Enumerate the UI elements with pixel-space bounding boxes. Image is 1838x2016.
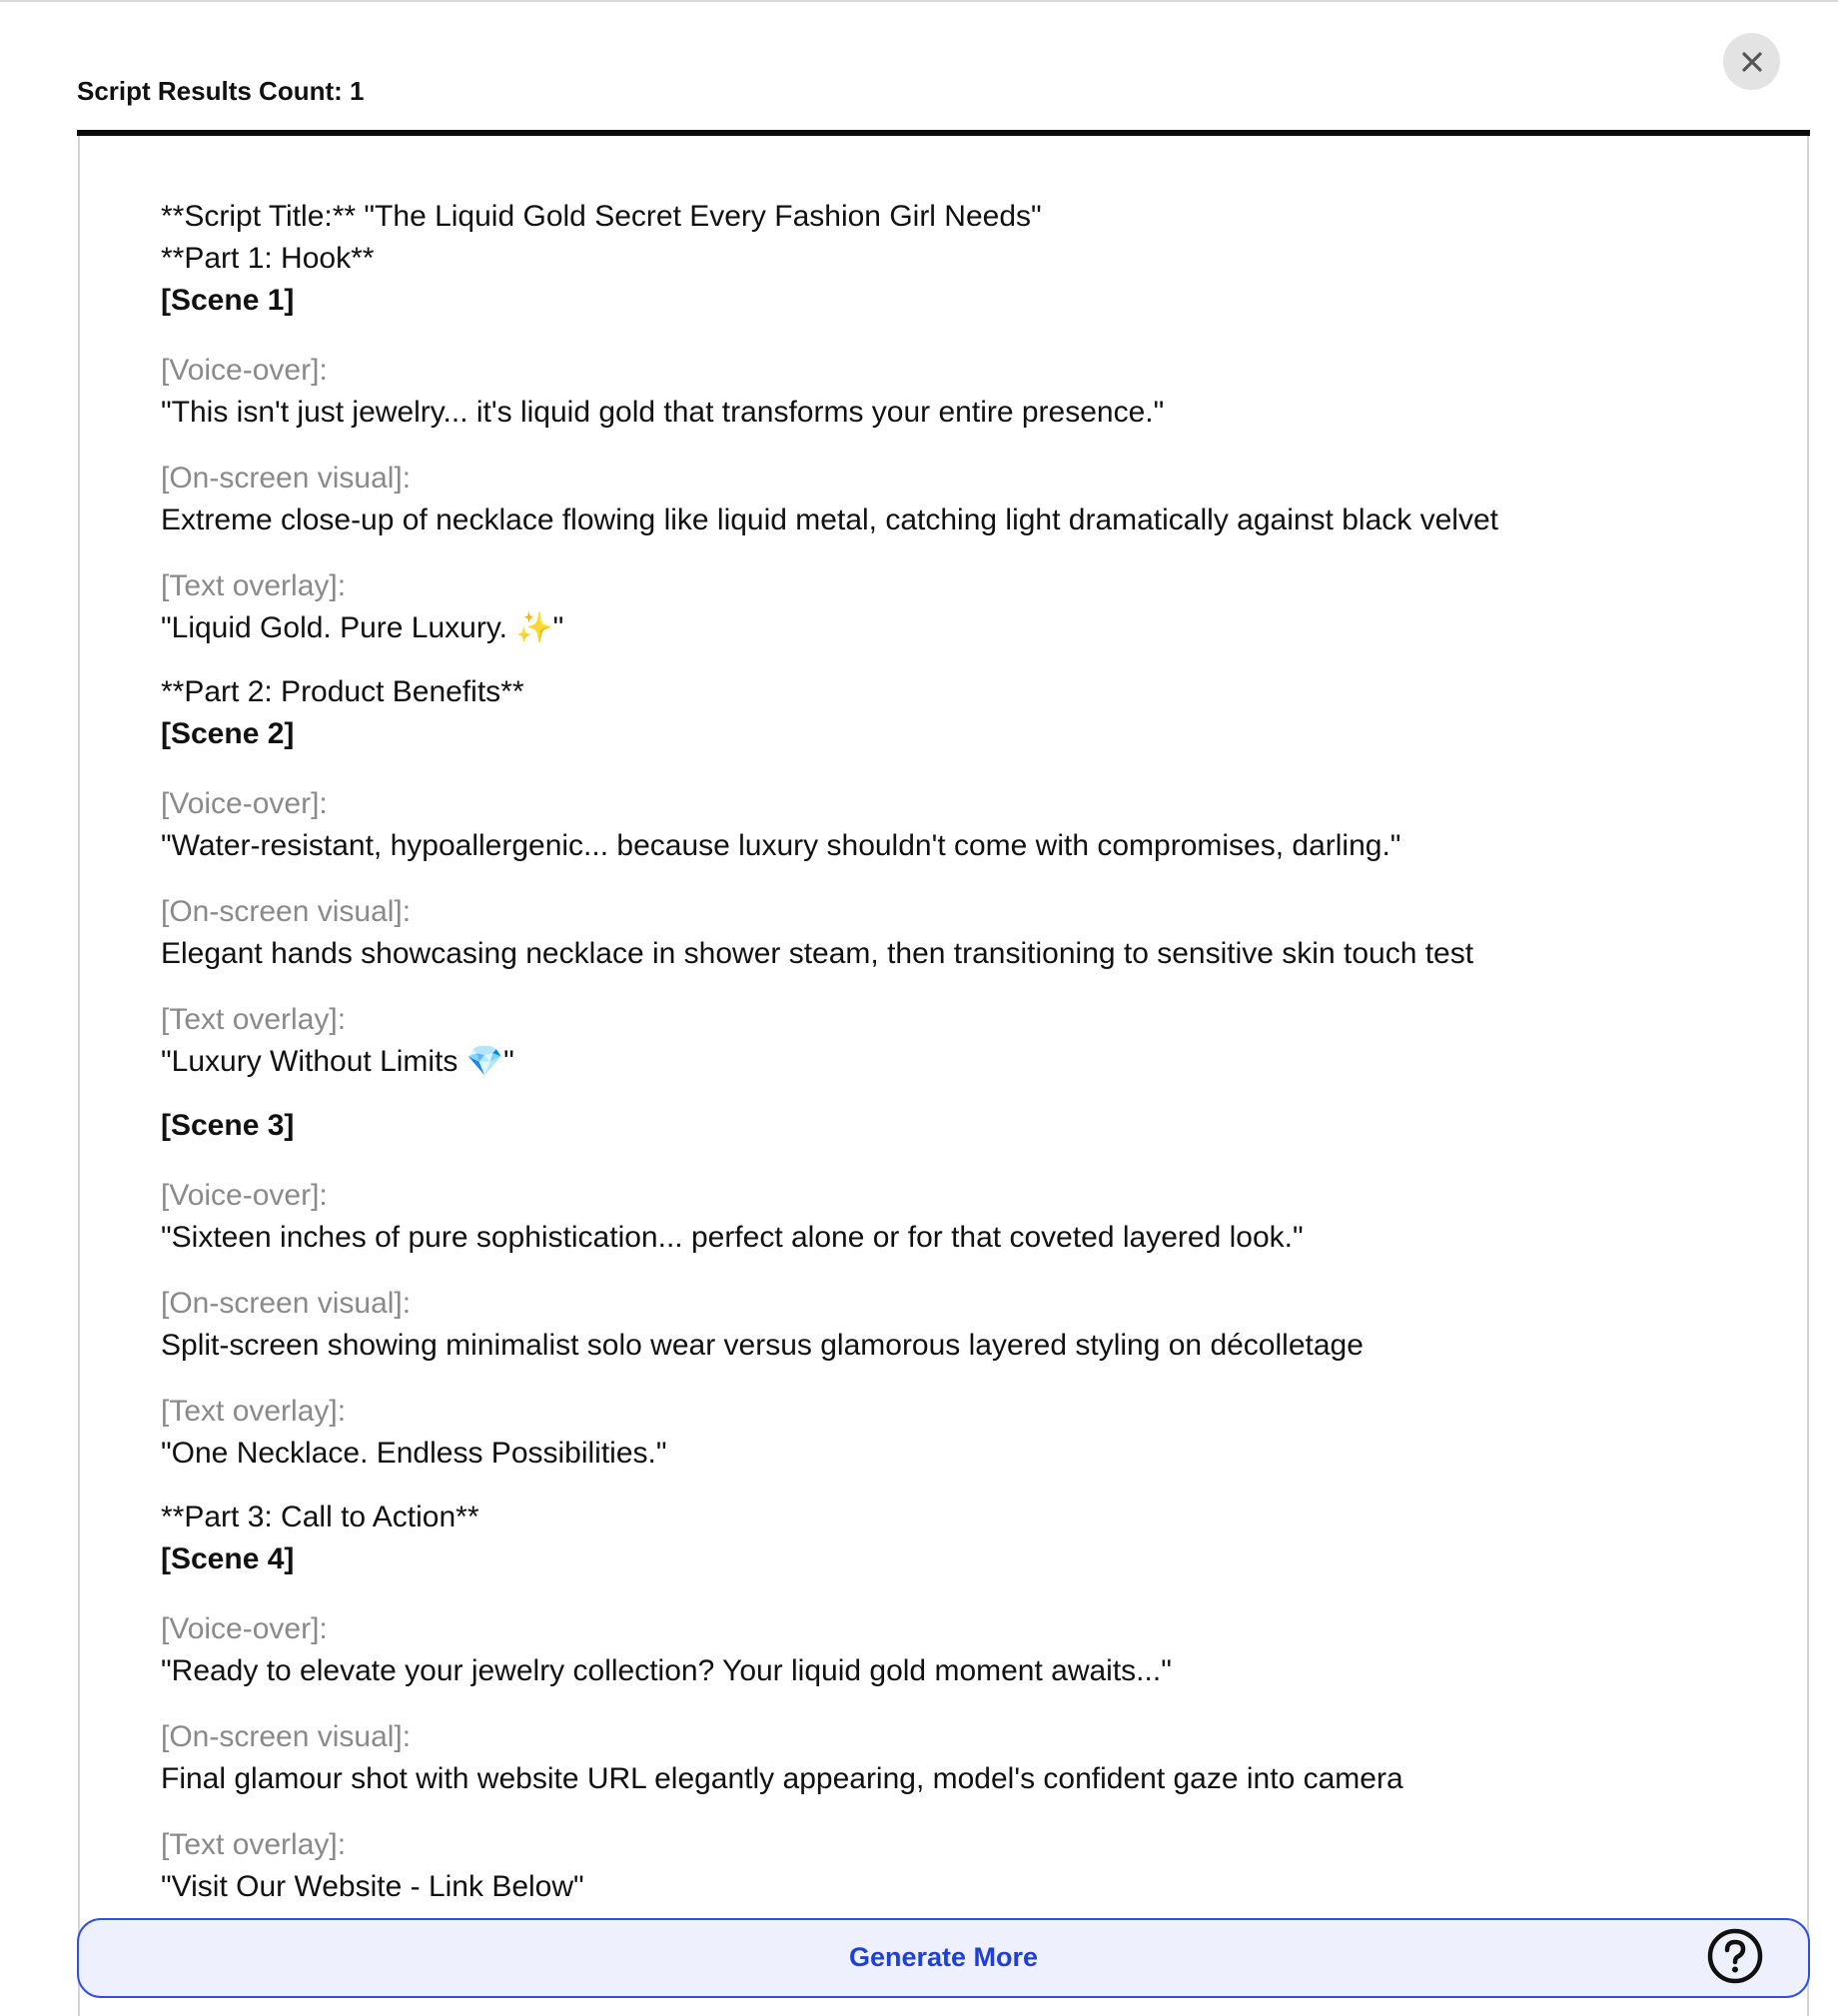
- script-text: [161, 196, 1759, 1908]
- overlay-text: "Liquid Gold. Pure Luxury. ✨": [161, 611, 564, 644]
- overlay-label: [Text overlay]:: [161, 1828, 347, 1861]
- scene-heading: [Scene 2]: [161, 717, 295, 750]
- voice-over-label: [Voice-over]:: [161, 1612, 328, 1645]
- help-icon: [1705, 1926, 1765, 1986]
- visual-text: Final glamour shot with website URL elegantly appearing, model's confident gaze into camera: [161, 1762, 1403, 1795]
- generate-more-button[interactable]: Generate More: [848, 1942, 1039, 1972]
- generate-more-bar: [77, 1918, 1810, 1998]
- visual-text: Elegant hands showcasing necklace in shower steam, then transitioning to sensitive skin touch test: [161, 937, 1474, 970]
- visual-text: Extreme close-up of necklace flowing like liquid metal, catching light dramatically against black velvet: [161, 504, 1498, 536]
- visual-text: Split-screen showing minimalist solo wear versus glamorous layered styling on décolletage: [161, 1329, 1364, 1362]
- visual-label: [On-screen visual]:: [161, 895, 412, 928]
- close-button[interactable]: [1723, 33, 1780, 90]
- visual-label: [On-screen visual]:: [161, 1287, 412, 1320]
- voice-over-label: [Voice-over]:: [161, 354, 328, 387]
- voice-over-text: "This isn't just jewelry... it's liquid gold that transforms your entire presence.": [161, 396, 1165, 429]
- script-title-line: **Script Title:** "The Liquid Gold Secret Every Fashion Girl Needs": [161, 200, 1042, 233]
- results-count-title: Script Results Count: 1: [77, 76, 365, 106]
- overlay-text: "Visit Our Website - Link Below": [161, 1870, 584, 1903]
- close-icon: [1741, 51, 1763, 73]
- voice-over-text: "Ready to elevate your jewelry collection? Your liquid gold moment awaits...": [161, 1654, 1172, 1687]
- overlay-label: [Text overlay]:: [161, 569, 347, 602]
- help-button[interactable]: [1705, 1926, 1765, 1986]
- overlay-label: [Text overlay]:: [161, 1395, 347, 1428]
- visual-label: [On-screen visual]:: [161, 462, 412, 495]
- scene-heading: [Scene 4]: [161, 1542, 295, 1575]
- overlay-text: "One Necklace. Endless Possibilities.": [161, 1437, 667, 1470]
- script-content-panel[interactable]: [78, 136, 1809, 2016]
- visual-label: [On-screen visual]:: [161, 1720, 412, 1753]
- voice-over-label: [Voice-over]:: [161, 1179, 328, 1212]
- overlay-text: "Luxury Without Limits 💎": [161, 1045, 514, 1078]
- voice-over-text: "Water-resistant, hypoallergenic... because luxury shouldn't come with compromises, darling.": [161, 829, 1401, 862]
- part-heading: **Part 3: Call to Action**: [161, 1501, 479, 1533]
- scene-heading: [Scene 1]: [161, 284, 295, 317]
- part-heading: **Part 2: Product Benefits**: [161, 675, 524, 708]
- scene-heading: [Scene 3]: [161, 1109, 295, 1142]
- part-heading: **Part 1: Hook**: [161, 242, 375, 275]
- voice-over-label: [Voice-over]:: [161, 787, 328, 820]
- voice-over-text: "Sixteen inches of pure sophistication... perfect alone or for that coveted layered look.": [161, 1221, 1304, 1254]
- overlay-label: [Text overlay]:: [161, 1003, 347, 1036]
